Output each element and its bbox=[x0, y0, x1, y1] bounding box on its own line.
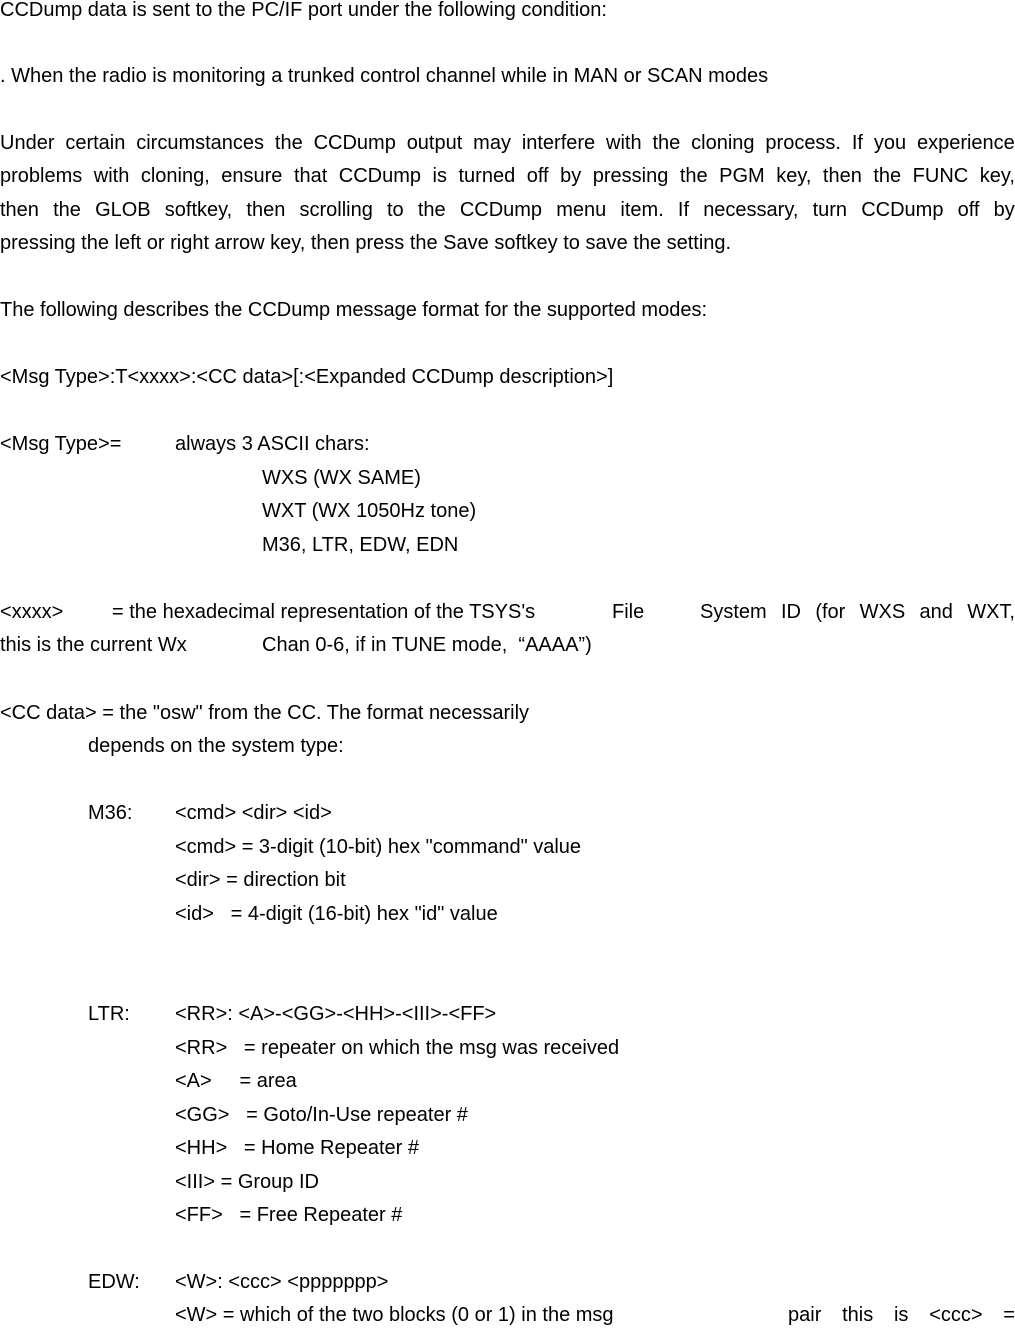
xxxx-file: File bbox=[612, 601, 645, 623]
condition-line: . When the radio is monitoring a trunked control channel while in MAN or SCAN modes bbox=[0, 65, 769, 87]
xxxx-desc: = the hexadecimal representation of the TSYS's bbox=[112, 601, 536, 623]
edw-w: <W> = which of the two blocks (0 or 1) in the msg bbox=[175, 1304, 614, 1326]
cc-data-line: <CC data> = the "osw" from the CC. The format necessarily bbox=[0, 702, 530, 724]
edw-label: EDW: bbox=[88, 1271, 140, 1293]
cloning-para-line-2: problems with cloning, ensure that CCDump is turned off by pressing the PGM key, then the FUNC key, bbox=[0, 165, 1015, 187]
intro-line: CCDump data is sent to the PC/IF port under the following condition: bbox=[0, 0, 607, 21]
xxxx-desc-cont: this is the current Wx bbox=[0, 634, 187, 656]
ltr-ff: <FF> = Free Repeater # bbox=[175, 1204, 403, 1226]
xxxx-desc-chan: Chan 0-6, if in TUNE mode, “AAAA”) bbox=[262, 634, 592, 656]
m36-cmd: <cmd> = 3-digit (10-bit) hex "command" value bbox=[175, 836, 582, 858]
ltr-label: LTR: bbox=[88, 1003, 130, 1025]
edw-format: <W>: <ccc> <ppppppp> bbox=[175, 1271, 389, 1293]
msg-type-others: M36, LTR, EDW, EDN bbox=[262, 534, 459, 556]
ltr-format: <RR>: <A>-<GG>-<HH>-<III>-<FF> bbox=[175, 1003, 497, 1025]
xxxx-label: <xxxx> bbox=[0, 601, 64, 623]
xxxx-system-id: System ID (for WXS and WXT, bbox=[700, 601, 1015, 623]
m36-format: <cmd> <dir> <id> bbox=[175, 802, 332, 824]
msg-type-desc: always 3 ASCII chars: bbox=[175, 433, 370, 455]
format-syntax-line: <Msg Type>:T<xxxx>:<CC data>[:<Expanded CCDump description>] bbox=[0, 366, 614, 388]
msg-type-label: <Msg Type>= bbox=[0, 433, 122, 455]
ltr-hh: <HH> = Home Repeater # bbox=[175, 1137, 420, 1159]
m36-dir: <dir> = direction bit bbox=[175, 869, 346, 891]
ltr-rr: <RR> = repeater on which the msg was received bbox=[175, 1037, 620, 1059]
ltr-gg: <GG> = Goto/In-Use repeater # bbox=[175, 1104, 468, 1126]
cloning-para-line-1: Under certain circumstances the CCDump output may interfere with the cloning process. If you experience bbox=[0, 132, 1015, 154]
cloning-para-line-4: pressing the left or right arrow key, then press the Save softkey to save the setting. bbox=[0, 232, 732, 254]
ltr-iii: <III> = Group ID bbox=[175, 1171, 319, 1193]
edw-w-cont: pair this is <ccc> = bbox=[788, 1304, 1015, 1326]
format-intro-line: The following describes the CCDump message format for the supported modes: bbox=[0, 299, 708, 321]
msg-type-wxt: WXT (WX 1050Hz tone) bbox=[262, 500, 477, 522]
m36-id: <id> = 4-digit (16-bit) hex "id" value bbox=[175, 903, 498, 925]
cc-data-line-cont: depends on the system type: bbox=[88, 735, 344, 757]
msg-type-wxs: WXS (WX SAME) bbox=[262, 467, 421, 489]
ltr-a: <A> = area bbox=[175, 1070, 297, 1092]
cloning-para-line-3: then the GLOB softkey, then scrolling to the CCDump menu item. If necessary, turn CCDump off by bbox=[0, 199, 1015, 221]
m36-label: M36: bbox=[88, 802, 133, 824]
